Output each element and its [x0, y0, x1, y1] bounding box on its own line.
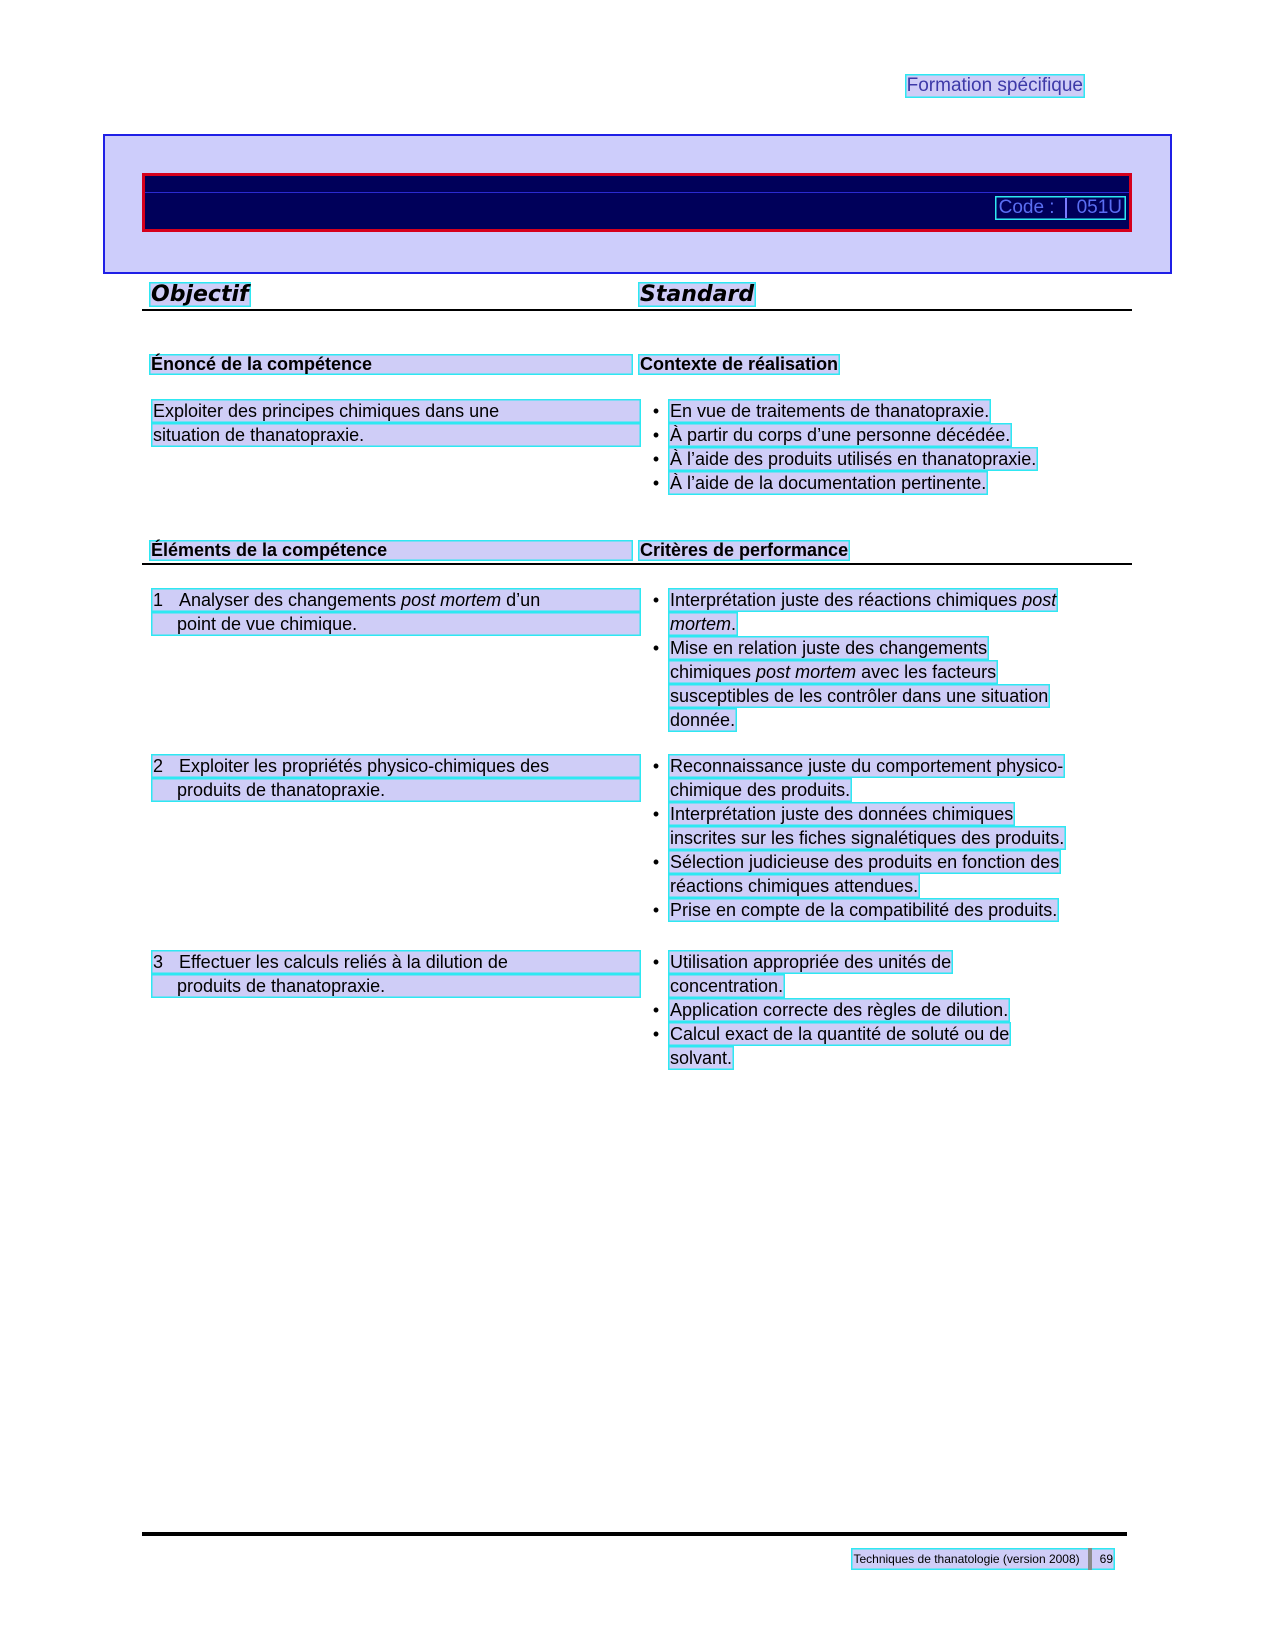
bullet-icon: •: [652, 473, 660, 493]
list-item: [646, 1022, 1116, 1070]
list-item-text: donnée.: [670, 710, 736, 730]
list-item: [646, 898, 1116, 922]
list-item-text: À l’aide de la documentation pertinente.: [670, 473, 987, 493]
list-item: [646, 588, 1116, 636]
element-2: [151, 754, 641, 802]
list-item-text: Interprétation juste des données chimiques: [670, 804, 1014, 824]
list-item-text: chimiques post mortem avec les facteurs: [670, 662, 997, 682]
bullet-icon: •: [652, 952, 660, 972]
section-label: Formation spécifique: [906, 75, 1083, 96]
bullet-icon: •: [652, 638, 660, 658]
list-item-text: réactions chimiques attendues.: [670, 876, 919, 896]
context-heading: Contexte de réalisation: [640, 354, 839, 374]
standard-title: Standard: [640, 282, 755, 307]
bullet-icon: •: [652, 1000, 660, 1020]
element-line: produits de thanatopraxie.: [151, 778, 641, 802]
criteria-list-2: [646, 754, 1116, 922]
page-footer: [851, 1548, 1115, 1570]
statement-line: situation de thanatopraxie.: [151, 423, 641, 447]
list-item-text: Interprétation juste des réactions chimiques post: [670, 590, 1057, 610]
list-item: [646, 754, 1116, 802]
list-item: [646, 423, 1116, 447]
list-item-text: Calcul exact de la quantité de soluté ou de: [670, 1024, 1010, 1044]
element-number: 3: [153, 952, 164, 972]
element-line: 1 Analyser des changements post mortem d’un: [151, 588, 641, 612]
bullet-icon: •: [652, 804, 660, 824]
list-item-text: mortem.: [670, 614, 737, 634]
criteria-heading: Critères de performance: [640, 540, 849, 560]
course-code: [995, 196, 1126, 220]
bullet-icon: •: [652, 900, 660, 920]
footer-rule: [142, 1532, 1127, 1536]
element-line: 3 Effectuer les calculs reliés à la dilution de: [151, 950, 641, 974]
bullet-icon: •: [652, 425, 660, 445]
list-item-text: concentration.: [670, 976, 784, 996]
element-line: produits de thanatopraxie.: [151, 974, 641, 998]
list-item-text: susceptibles de les contrôler dans une situation: [670, 686, 1049, 706]
list-item: [646, 447, 1116, 471]
list-item: [646, 802, 1116, 850]
element-line: 2 Exploiter les propriétés physico-chimiques des: [151, 754, 641, 778]
list-item-text: Prise en compte de la compatibilité des produits.: [670, 900, 1058, 920]
footer-title: Techniques de thanatologie (version 2008): [853, 1552, 1080, 1566]
list-item-text: Application correcte des règles de dilution.: [670, 1000, 1009, 1020]
statement-heading: Énoncé de la compétence: [149, 354, 633, 375]
list-item: [646, 471, 1116, 495]
bullet-icon: •: [652, 1024, 660, 1044]
criteria-list-3: [646, 950, 1116, 1070]
list-item-text: chimique des produits.: [670, 780, 851, 800]
context-list: [646, 399, 1116, 495]
list-item-text: Reconnaissance juste du comportement physico-: [670, 756, 1064, 776]
list-item-text: inscrites sur les fiches signalétiques des produits.: [670, 828, 1065, 848]
code-separator: [1065, 198, 1067, 218]
list-item: [646, 950, 1116, 998]
bullet-icon: •: [652, 401, 660, 421]
bullet-icon: •: [652, 449, 660, 469]
list-item-text: Sélection judicieuse des produits en fonction des: [670, 852, 1060, 872]
statement-text: [151, 399, 641, 447]
list-item-text: À l’aide des produits utilisés en thanatopraxie.: [670, 449, 1037, 469]
footer-separator: [1088, 1548, 1092, 1570]
statement-line: Exploiter des principes chimiques dans une: [151, 399, 641, 423]
elements-rule: [142, 563, 1132, 565]
bullet-icon: •: [652, 590, 660, 610]
list-item-text: Mise en relation juste des changements: [670, 638, 988, 658]
bullet-icon: •: [652, 756, 660, 776]
element-line: point de vue chimique.: [151, 612, 641, 636]
list-item-text: solvant.: [670, 1048, 733, 1068]
list-item: [646, 998, 1116, 1022]
header-rule: [142, 309, 1132, 311]
element-1: [151, 588, 641, 636]
bullet-icon: •: [652, 852, 660, 872]
banner-divider: [145, 192, 1129, 193]
element-number: 1: [153, 590, 164, 610]
criteria-list-1: [646, 588, 1116, 732]
list-item: [646, 399, 1116, 423]
code-value: 051U: [1076, 197, 1122, 218]
objective-title: Objectif: [151, 282, 249, 307]
page-number: 69: [1099, 1552, 1113, 1566]
list-item: [646, 636, 1116, 732]
element-number: 2: [153, 756, 164, 776]
list-item: [646, 850, 1116, 898]
element-3: [151, 950, 641, 998]
elements-heading: Éléments de la compétence: [149, 540, 633, 561]
code-label: Code :: [998, 197, 1055, 218]
title-banner-inner: [142, 173, 1132, 232]
list-item-text: Utilisation appropriée des unités de: [670, 952, 952, 972]
list-item-text: À partir du corps d’une personne décédée.: [670, 425, 1011, 445]
list-item-text: En vue de traitements de thanatopraxie.: [670, 401, 990, 421]
